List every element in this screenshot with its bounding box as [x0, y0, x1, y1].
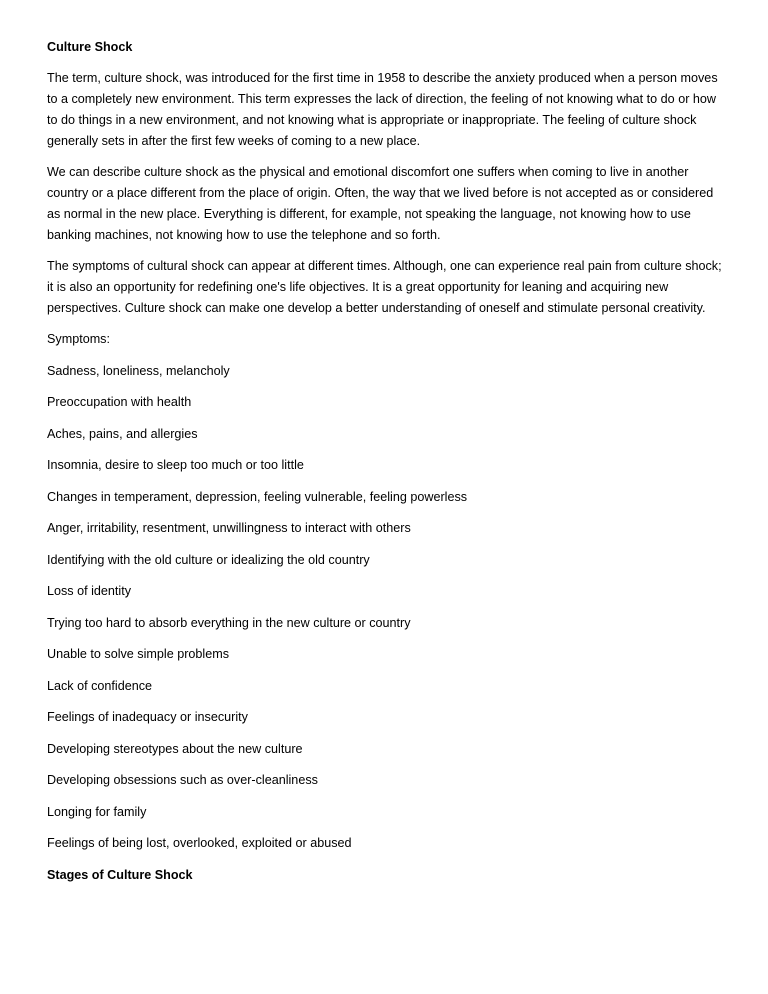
symptom-item: Identifying with the old culture or idealizing the old country	[47, 552, 370, 567]
document-title: Culture Shock	[47, 40, 133, 54]
symptom-item: Aches, pains, and allergies	[47, 426, 198, 441]
symptom-item: Unable to solve simple problems	[47, 647, 229, 661]
symptom-item: Anger, irritability, resentment, unwillingness to interact with others	[47, 521, 411, 535]
symptom-item: Longing for family	[47, 804, 147, 819]
symptom-item: Developing stereotypes about the new culture	[47, 741, 303, 756]
document-page	[47, 37, 727, 896]
symptoms-list	[47, 361, 727, 855]
symptoms-intro-paragraph: The symptoms of cultural shock can appear at different times. Although, one can experience real pain from culture shock; it is also an opportunity for redefining one's life objectives. It is a great opportunity for leaning and acquiring new perspectives. Culture shock can make one develop a better understanding of oneself and stimulate personal creativity.	[47, 259, 722, 315]
stages-heading: Stages of Culture Shock	[47, 867, 193, 882]
symptom-item: Trying too hard to absorb everything in the new culture or country	[47, 615, 411, 630]
definition-paragraph: We can describe culture shock as the physical and emotional discomfort one suffers when coming to live in another country or a place different from the place of origin. Often, the way that we lived before is not accepted as or considered as normal in the new place. Everything is different, for example, not speaking the language, not knowing how to use banking machines, not knowing how to use the telephone and so forth.	[47, 165, 714, 242]
symptoms-heading: Symptoms:	[47, 332, 110, 346]
intro-paragraph: The term, culture shock, was introduced for the first time in 1958 to describe the anxiety produced when a person moves to a completely new environment. This term expresses the lack of direction, the feeling of not knowing what to do or how to do things in a new environment, and not knowing what is appropriate or inappropriate. The feeling of culture shock generally sets in after the first few weeks of coming to a new place.	[47, 71, 718, 148]
symptom-item: Feelings of inadequacy or insecurity	[47, 710, 248, 724]
symptom-item: Lack of confidence	[47, 678, 153, 693]
symptom-item: Loss of identity	[47, 584, 132, 598]
symptom-item: Developing obsessions such as over-cleanliness	[47, 773, 318, 787]
symptom-item: Feelings of being lost, overlooked, exploited or abused	[47, 836, 352, 850]
symptom-item: Changes in temperament, depression, feeling vulnerable, feeling powerless	[47, 489, 468, 504]
symptom-item: Insomnia, desire to sleep too much or too little	[47, 458, 304, 472]
symptom-item: Preoccupation with health	[47, 395, 192, 409]
symptom-item: Sadness, loneliness, melancholy	[47, 363, 230, 378]
